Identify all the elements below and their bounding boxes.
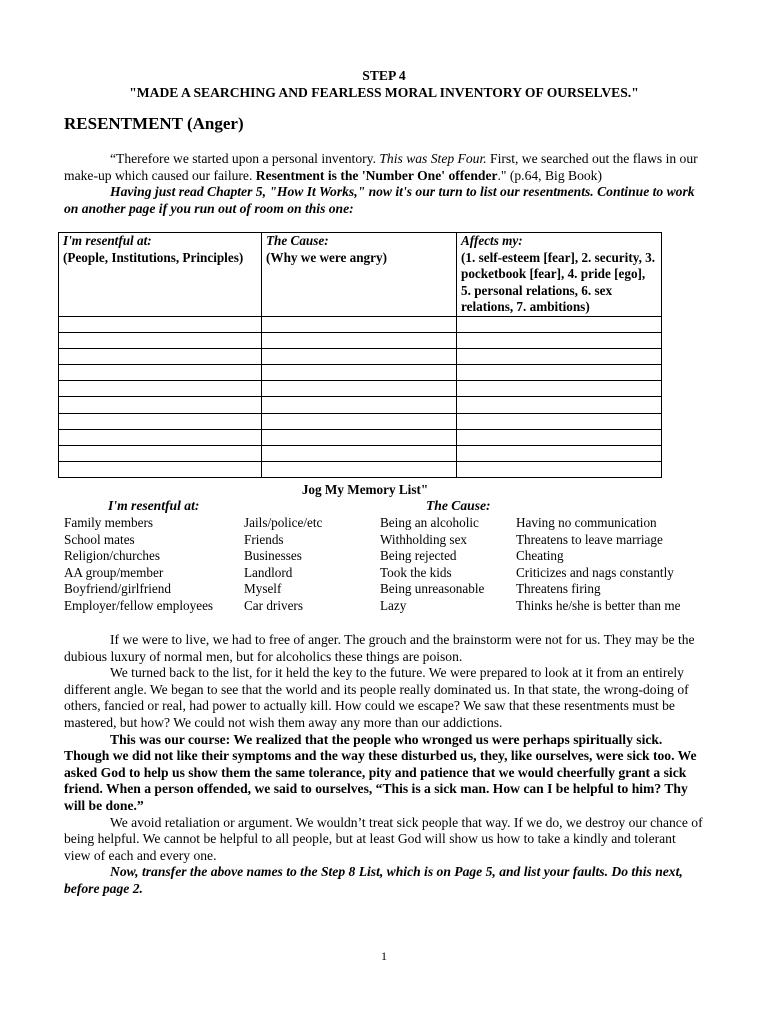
list-item: Myself — [244, 581, 282, 596]
list-item: Family members — [64, 515, 154, 530]
paragraph-5: Now, transfer the above names to the Step 8 List, which is on Page 5, and list your faults. Do this next, before page 2. — [64, 864, 683, 896]
table-cell[interactable] — [59, 316, 262, 332]
header-resentful-at — [59, 233, 262, 317]
quote-part-3: ." (p.64, Big Book) — [497, 167, 602, 183]
col3-title: Affects my: — [461, 233, 523, 248]
jog-column-1 — [64, 515, 213, 614]
table-cell[interactable] — [59, 445, 262, 461]
list-item: Jails/police/etc — [244, 515, 323, 530]
list-item: Businesses — [244, 548, 302, 563]
list-item: Lazy — [380, 597, 407, 613]
table-cell[interactable] — [262, 461, 457, 477]
table-cell[interactable] — [457, 349, 662, 365]
table-header-row — [59, 233, 662, 317]
jog-column-2 — [244, 515, 322, 614]
table-cell[interactable] — [457, 445, 662, 461]
table-row[interactable] — [59, 381, 662, 397]
table-row[interactable] — [59, 445, 662, 461]
table-cell[interactable] — [457, 429, 662, 445]
table-row[interactable] — [59, 397, 662, 413]
list-item: Being an alcoholic — [380, 515, 479, 530]
list-item: Cheating — [516, 548, 564, 563]
section-title: RESENTMENT (Anger) — [64, 114, 244, 133]
table-row[interactable] — [59, 333, 662, 349]
table-cell[interactable] — [262, 365, 457, 381]
paragraph-4: We avoid retaliation or argument. We wouldn’t treat sick people that way. If we do, we destroy our chance of being helpful. We cannot be helpful to all people, but at least God will show us how to take a kindly and tolerant view of each and every one. — [64, 814, 703, 863]
quote-italic: This was Step Four. — [379, 151, 487, 166]
jog-memory-title: Jog My Memory List" — [301, 482, 429, 497]
jog-heading-cause: The Cause: — [426, 498, 491, 513]
table-row[interactable] — [59, 429, 662, 445]
list-item: Threatens to leave marriage — [516, 531, 663, 547]
list-item: Landlord — [244, 564, 293, 580]
body-text — [64, 632, 704, 898]
table-cell[interactable] — [59, 349, 262, 365]
col2-title: The Cause: — [266, 233, 329, 248]
list-item: Boyfriend/girlfriend — [64, 581, 171, 596]
table-cell[interactable] — [457, 365, 662, 381]
table-cell[interactable] — [262, 381, 457, 397]
list-item: AA group/member — [64, 564, 164, 580]
intro-instruction: Having just read Chapter 5, "How It Works," now it's our turn to list our resentments. Continue to work on another page if you run out of room on this one: — [64, 184, 695, 216]
list-item: Criticizes and nags constantly — [516, 564, 674, 580]
list-item: Having no communication — [516, 515, 657, 530]
quote-part-2: First, we searched out the flaws in our make-up which caused our failure. — [64, 151, 698, 183]
list-item: Car drivers — [244, 597, 303, 613]
table-cell[interactable] — [457, 461, 662, 477]
resentment-inventory-table — [58, 232, 662, 478]
col1-title: I'm resentful at: — [63, 233, 152, 248]
col1-subtitle: (People, Institutions, Principles) — [63, 249, 244, 265]
table-cell[interactable] — [262, 349, 457, 365]
paragraph-2: We turned back to the list, for it held the key to the future. We were prepared to look at it from an entirely different angle. We began to see that the world and its people really dominated us. In that state, the wrong-doing of others, fancied or real, had power to actually kill. How could we escape? We saw that these resentments must be mastered, but how? We could not wish them away any more than our addictions. — [64, 665, 689, 730]
table-cell[interactable] — [59, 365, 262, 381]
header-cause — [262, 233, 457, 317]
table-cell[interactable] — [262, 445, 457, 461]
table-cell[interactable] — [457, 381, 662, 397]
table-cell[interactable] — [262, 333, 457, 349]
table-cell[interactable] — [59, 461, 262, 477]
table-row[interactable] — [59, 349, 662, 365]
table-cell[interactable] — [59, 333, 262, 349]
list-item: Being rejected — [380, 548, 457, 563]
table-row[interactable] — [59, 461, 662, 477]
table-cell[interactable] — [59, 429, 262, 445]
col2-subtitle: (Why we were angry) — [266, 249, 387, 265]
table-cell[interactable] — [59, 381, 262, 397]
table-cell[interactable] — [457, 397, 662, 413]
list-item: Took the kids — [380, 564, 452, 580]
step-title: STEP 4 — [362, 68, 406, 83]
page-number: 1 — [381, 949, 387, 963]
quote-part-1: “Therefore we started upon a personal inventory. — [110, 151, 380, 166]
list-item: School mates — [64, 531, 135, 547]
table-cell[interactable] — [59, 397, 262, 413]
table-cell[interactable] — [262, 397, 457, 413]
table-cell[interactable] — [457, 413, 662, 429]
col3-subtitle: (1. self-esteem [fear], 2. security, 3. pocketbook [fear], 4. pride [ego], 5. personal relations, 6. sex relations, 7. ambitions) — [461, 249, 656, 315]
list-item: Friends — [244, 531, 284, 547]
header-affects-my — [457, 233, 662, 317]
list-item: Religion/churches — [64, 548, 160, 563]
table-cell[interactable] — [262, 316, 457, 332]
paragraph-3: This was our course: We realized that the people who wronged us were perhaps spiritually sick. Though we did not like their symptoms and the way these disturbed us, they, like ourselves, were sick too. We asked God to help us show them the same tolerance, pity and patience that we would cheerfully grant a sick friend. When a person offended, we said to ourselves, “This is a sick man. How can I be helpful to him? Thy will be done.” — [64, 731, 697, 813]
jog-heading-resentful: I'm resentful at: — [108, 498, 200, 513]
list-item: Withholding sex — [380, 531, 468, 547]
jog-column-4 — [516, 515, 680, 614]
list-item: Thinks he/she is better than me — [516, 597, 681, 613]
table-row[interactable] — [59, 413, 662, 429]
intro-quote — [64, 151, 704, 184]
quote-bold: Resentment is the 'Number One' offender — [255, 167, 498, 183]
table-row[interactable] — [59, 365, 662, 381]
paragraph-1: If we were to live, we had to free of anger. The grouch and the brainstorm were not for us. They may be the dubious luxury of normal men, but for alcoholics these things are poison. — [64, 632, 695, 664]
table-cell[interactable] — [59, 413, 262, 429]
table-cell[interactable] — [457, 333, 662, 349]
list-item: Being unreasonable — [380, 581, 485, 596]
table-cell[interactable] — [457, 316, 662, 332]
list-item: Employer/fellow employees — [64, 597, 214, 613]
table-row[interactable] — [59, 316, 662, 332]
list-item: Threatens firing — [516, 581, 601, 596]
jog-column-3 — [380, 515, 484, 614]
table-cell[interactable] — [262, 413, 457, 429]
intro-block — [64, 151, 704, 217]
table-cell[interactable] — [262, 429, 457, 445]
step-subtitle: "MADE A SEARCHING AND FEARLESS MORAL INVENTORY OF OURSELVES." — [129, 85, 639, 100]
